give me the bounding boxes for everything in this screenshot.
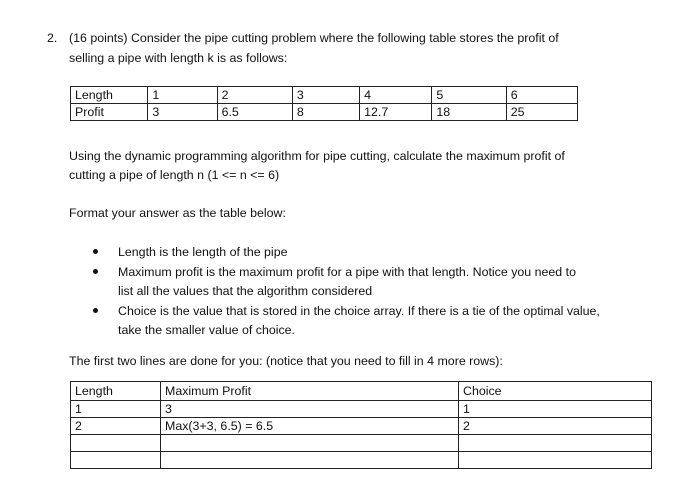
table-row xyxy=(71,401,652,418)
answer-table-cell: 3 xyxy=(161,401,459,418)
profit-table-cell: 4 xyxy=(360,87,432,104)
answer-table-header-cell: Choice xyxy=(459,382,652,401)
profit-table-cell: 3 xyxy=(292,87,359,104)
bullet-text: list all the values that the algorithm considered xyxy=(118,284,373,298)
format-instruction: Format your answer as the table below: xyxy=(69,206,286,220)
bullet-text: take the smaller value of choice. xyxy=(118,323,296,337)
profit-table-profit-row xyxy=(71,104,578,121)
answer-table-cell xyxy=(459,435,652,452)
profit-table-cell: 6.5 xyxy=(217,104,292,121)
profit-table-cell: 3 xyxy=(148,104,217,121)
answer-table-cell xyxy=(71,435,161,452)
answer-table-cell xyxy=(71,452,161,469)
profit-table-cell: 5 xyxy=(432,87,506,104)
question-intro-line1: (16 points) Consider the pipe cutting problem where the following table stores the profit of xyxy=(69,31,559,45)
answer-table-cell: 2 xyxy=(71,418,161,435)
profit-table-cell: 2 xyxy=(217,87,292,104)
profit-table-label: Length xyxy=(71,87,148,104)
answer-table xyxy=(70,381,652,469)
profit-table-cell: 1 xyxy=(148,87,217,104)
table-row xyxy=(71,452,652,469)
instruction-line1: Using the dynamic programming algorithm for pipe cutting, calculate the maximum profit of xyxy=(69,149,565,163)
answer-table-cell xyxy=(459,452,652,469)
question-intro-line2: selling a pipe with length k is as follows: xyxy=(69,51,288,65)
answer-table-cell: 2 xyxy=(459,418,652,435)
bullet-dot xyxy=(93,308,98,313)
answer-table-cell: 1 xyxy=(459,401,652,418)
profit-table xyxy=(70,86,578,121)
answer-table-header-cell: Length xyxy=(71,382,161,401)
profit-table-cell: 8 xyxy=(292,104,359,121)
question-number: 2. xyxy=(47,31,58,45)
profit-table-cell: 18 xyxy=(432,104,506,121)
profit-table-label: Profit xyxy=(71,104,148,121)
table-row xyxy=(71,435,652,452)
table-note: The first two lines are done for you: (notice that you need to fill in 4 more rows): xyxy=(69,354,503,368)
bullet-text: Maximum profit is the maximum profit for a pipe with that length. Notice you need to xyxy=(118,265,576,279)
profit-table-cell: 25 xyxy=(506,104,577,121)
answer-table-header-cell: Maximum Profit xyxy=(161,382,459,401)
profit-table-cell: 12.7 xyxy=(360,104,432,121)
bullet-text: Choice is the value that is stored in the choice array. If there is a tie of the optimal value, xyxy=(118,304,600,318)
answer-table-cell: 1 xyxy=(71,401,161,418)
table-row xyxy=(71,418,652,435)
answer-table-cell: Max(3+3, 6.5) = 6.5 xyxy=(161,418,459,435)
bullet-text: Length is the length of the pipe xyxy=(118,245,288,259)
profit-table-cell: 6 xyxy=(506,87,577,104)
answer-table-cell xyxy=(161,452,459,469)
bullet-dot xyxy=(93,269,98,274)
instruction-line2: cutting a pipe of length n (1 <= n <= 6) xyxy=(69,168,280,182)
answer-table-header xyxy=(71,382,652,401)
answer-table-cell xyxy=(161,435,459,452)
profit-table-length-row xyxy=(71,87,578,104)
bullet-dot xyxy=(93,249,98,254)
